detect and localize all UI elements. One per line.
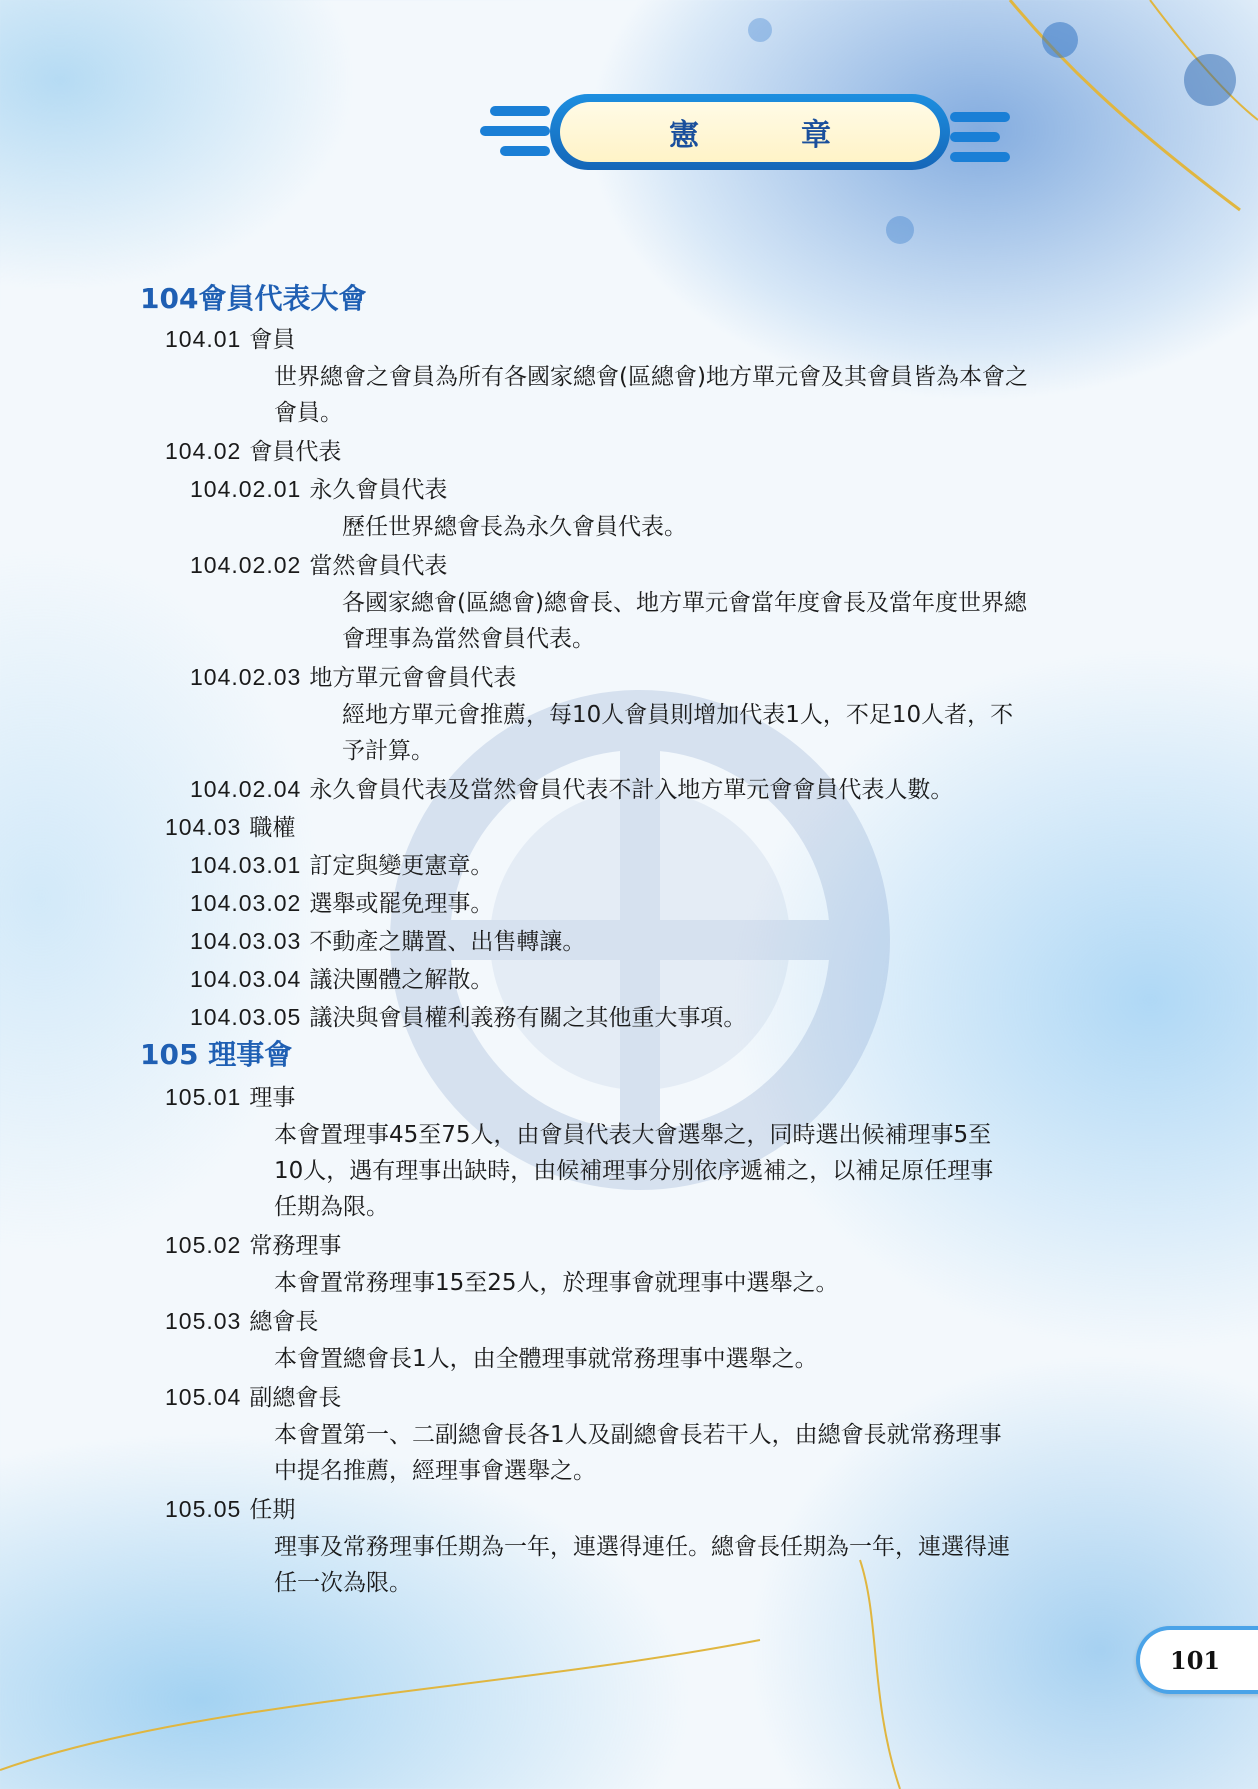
page-number: 101 [1170,1645,1221,1675]
clause-text: 予計算。 [342,738,434,764]
subclause-heading: 104.03.04 議決團體之解散。 [190,966,494,993]
banner-stripe [950,132,1000,142]
subclause-heading: 104.02.03 地方單元會會員代表 [190,664,517,691]
clause-text: 中提名推薦，經理事會選舉之。 [274,1458,596,1484]
clause-heading: 105.03 總會長 [165,1308,319,1335]
title-banner [480,86,1020,182]
clause-heading: 104.01 會員 [165,326,296,353]
clause-text: 10人，遇有理事出缺時，由候補理事分別依序遞補之，以補足原任理事 [274,1158,994,1184]
banner-stripe [480,126,550,136]
section-heading: 104會員代表大會 [140,282,367,315]
banner-stripe [950,152,1010,162]
subclause-heading: 104.03.01 訂定與變更憲章。 [190,852,494,879]
clause-text: 任一次為限。 [274,1570,412,1596]
banner-stripe [490,106,550,116]
banner-stripe [950,112,1010,122]
subclause-heading: 104.02.01 永久會員代表 [190,476,448,503]
clause-text: 本會置理事45至75人，由會員代表大會選舉之，同時選出候補理事5至 [274,1122,992,1148]
clause-heading: 104.03 職權 [165,814,296,841]
section-heading: 105 理事會 [140,1038,293,1071]
clause-text: 會員。 [274,400,343,426]
clause-text: 經地方單元會推薦，每10人會員則增加代表1人，不足10人者，不 [342,702,1014,728]
clause-text: 本會置第一、二副總會長各1人及副總會長若干人，由總會長就常務理事 [274,1422,1002,1448]
clause-text: 本會置常務理事15至25人，於理事會就理事中選舉之。 [274,1270,839,1296]
clause-heading: 104.02 會員代表 [165,438,342,465]
clause-text: 理事及常務理事任期為一年，連選得連任。總會長任期為一年，連選得連 [274,1534,1010,1560]
clause-heading: 105.02 常務理事 [165,1232,342,1259]
banner-stripe [500,146,550,156]
clause-heading: 105.05 任期 [165,1496,296,1523]
clause-text: 各國家總會(區總會)總會長、地方單元會當年度會長及當年度世界總 [342,590,1027,616]
page-title: 憲 章 [669,118,867,153]
subclause-heading: 104.03.03 不動產之購置、出售轉讓。 [190,928,586,955]
clause-text: 會理事為當然會員代表。 [342,626,595,652]
clause-heading: 105.01 理事 [165,1084,296,1111]
clause-text: 本會置總會長1人，由全體理事就常務理事中選舉之。 [274,1346,818,1372]
subclause-heading: 104.03.05 議決與會員權利義務有關之其他重大事項。 [190,1004,747,1031]
clause-text: 任期為限。 [274,1194,389,1220]
subclause-heading: 104.02.02 當然會員代表 [190,552,448,579]
subclause-heading: 104.03.02 選舉或罷免理事。 [190,890,494,917]
clause-text: 歷任世界總會長為永久會員代表。 [342,514,687,540]
subclause-heading: 104.02.04 永久會員代表及當然會員代表不計入地方單元會會員代表人數。 [190,776,954,803]
clause-heading: 105.04 副總會長 [165,1384,342,1411]
title-pill [550,94,950,170]
clause-text: 世界總會之會員為所有各國家總會(區總會)地方單元會及其會員皆為本會之 [274,364,1028,390]
page-number-tab [1136,1626,1258,1694]
